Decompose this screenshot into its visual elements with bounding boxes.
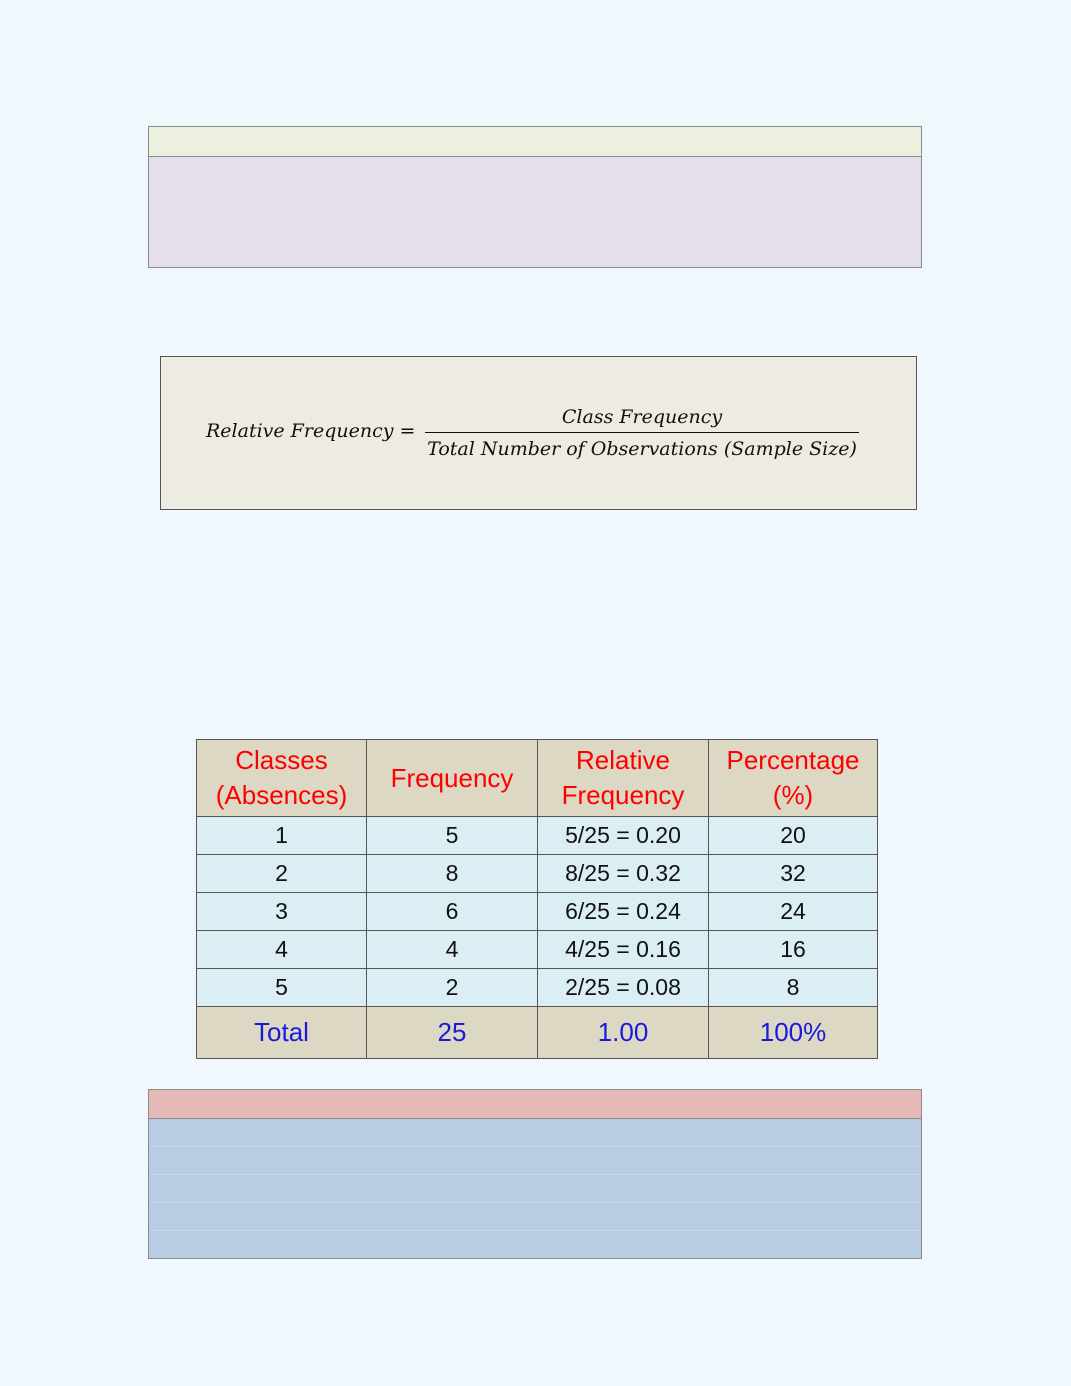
- cell-percentage: 8: [709, 969, 878, 1007]
- table-row: [197, 855, 878, 893]
- cell-relative-frequency: 2/25 = 0.08: [538, 969, 709, 1007]
- cell-relative-frequency: 5/25 = 0.20: [538, 817, 709, 855]
- formula-numerator: Class Frequency: [561, 406, 723, 428]
- formula-fraction: [425, 403, 859, 463]
- cell-percentage: 32: [709, 855, 878, 893]
- cell-relative-frequency: 8/25 = 0.32: [538, 855, 709, 893]
- relative-frequency-formula: [160, 356, 917, 510]
- cell-class: 2: [197, 855, 367, 893]
- table-row: [197, 893, 878, 931]
- total-relative-frequency: 1.00: [538, 1007, 709, 1059]
- table-row: [197, 969, 878, 1007]
- frequency-table: [196, 739, 878, 1059]
- cell-frequency: 6: [367, 893, 538, 931]
- cell-frequency: 2: [367, 969, 538, 1007]
- header-frequency: Frequency: [367, 740, 538, 817]
- total-percentage: 100%: [709, 1007, 878, 1059]
- cell-class: 3: [197, 893, 367, 931]
- cell-class: 1: [197, 817, 367, 855]
- cell-percentage: 20: [709, 817, 878, 855]
- top-info-box-header: [149, 127, 921, 157]
- header-classes: Classes (Absences): [197, 740, 367, 817]
- formula-lhs: Relative Frequency =: [206, 420, 416, 442]
- table-row: [197, 817, 878, 855]
- cell-frequency: 5: [367, 817, 538, 855]
- table-row: [197, 931, 878, 969]
- header-percentage: Percentage (%): [709, 740, 878, 817]
- bottom-info-box: [148, 1089, 922, 1259]
- total-frequency: 25: [367, 1007, 538, 1059]
- table-total-row: [197, 1007, 878, 1059]
- cell-percentage: 24: [709, 893, 878, 931]
- total-label: Total: [197, 1007, 367, 1059]
- bottom-info-box-header: [149, 1090, 921, 1119]
- cell-frequency: 4: [367, 931, 538, 969]
- cell-class: 5: [197, 969, 367, 1007]
- fraction-bar: [425, 432, 859, 433]
- cell-class: 4: [197, 931, 367, 969]
- cell-percentage: 16: [709, 931, 878, 969]
- top-info-box: [148, 126, 922, 268]
- header-relative-frequency: Relative Frequency: [538, 740, 709, 817]
- formula-denominator: Total Number of Observations (Sample Size): [427, 438, 857, 460]
- table-header-row: [197, 740, 878, 817]
- cell-relative-frequency: 4/25 = 0.16: [538, 931, 709, 969]
- cell-frequency: 8: [367, 855, 538, 893]
- cell-relative-frequency: 6/25 = 0.24: [538, 893, 709, 931]
